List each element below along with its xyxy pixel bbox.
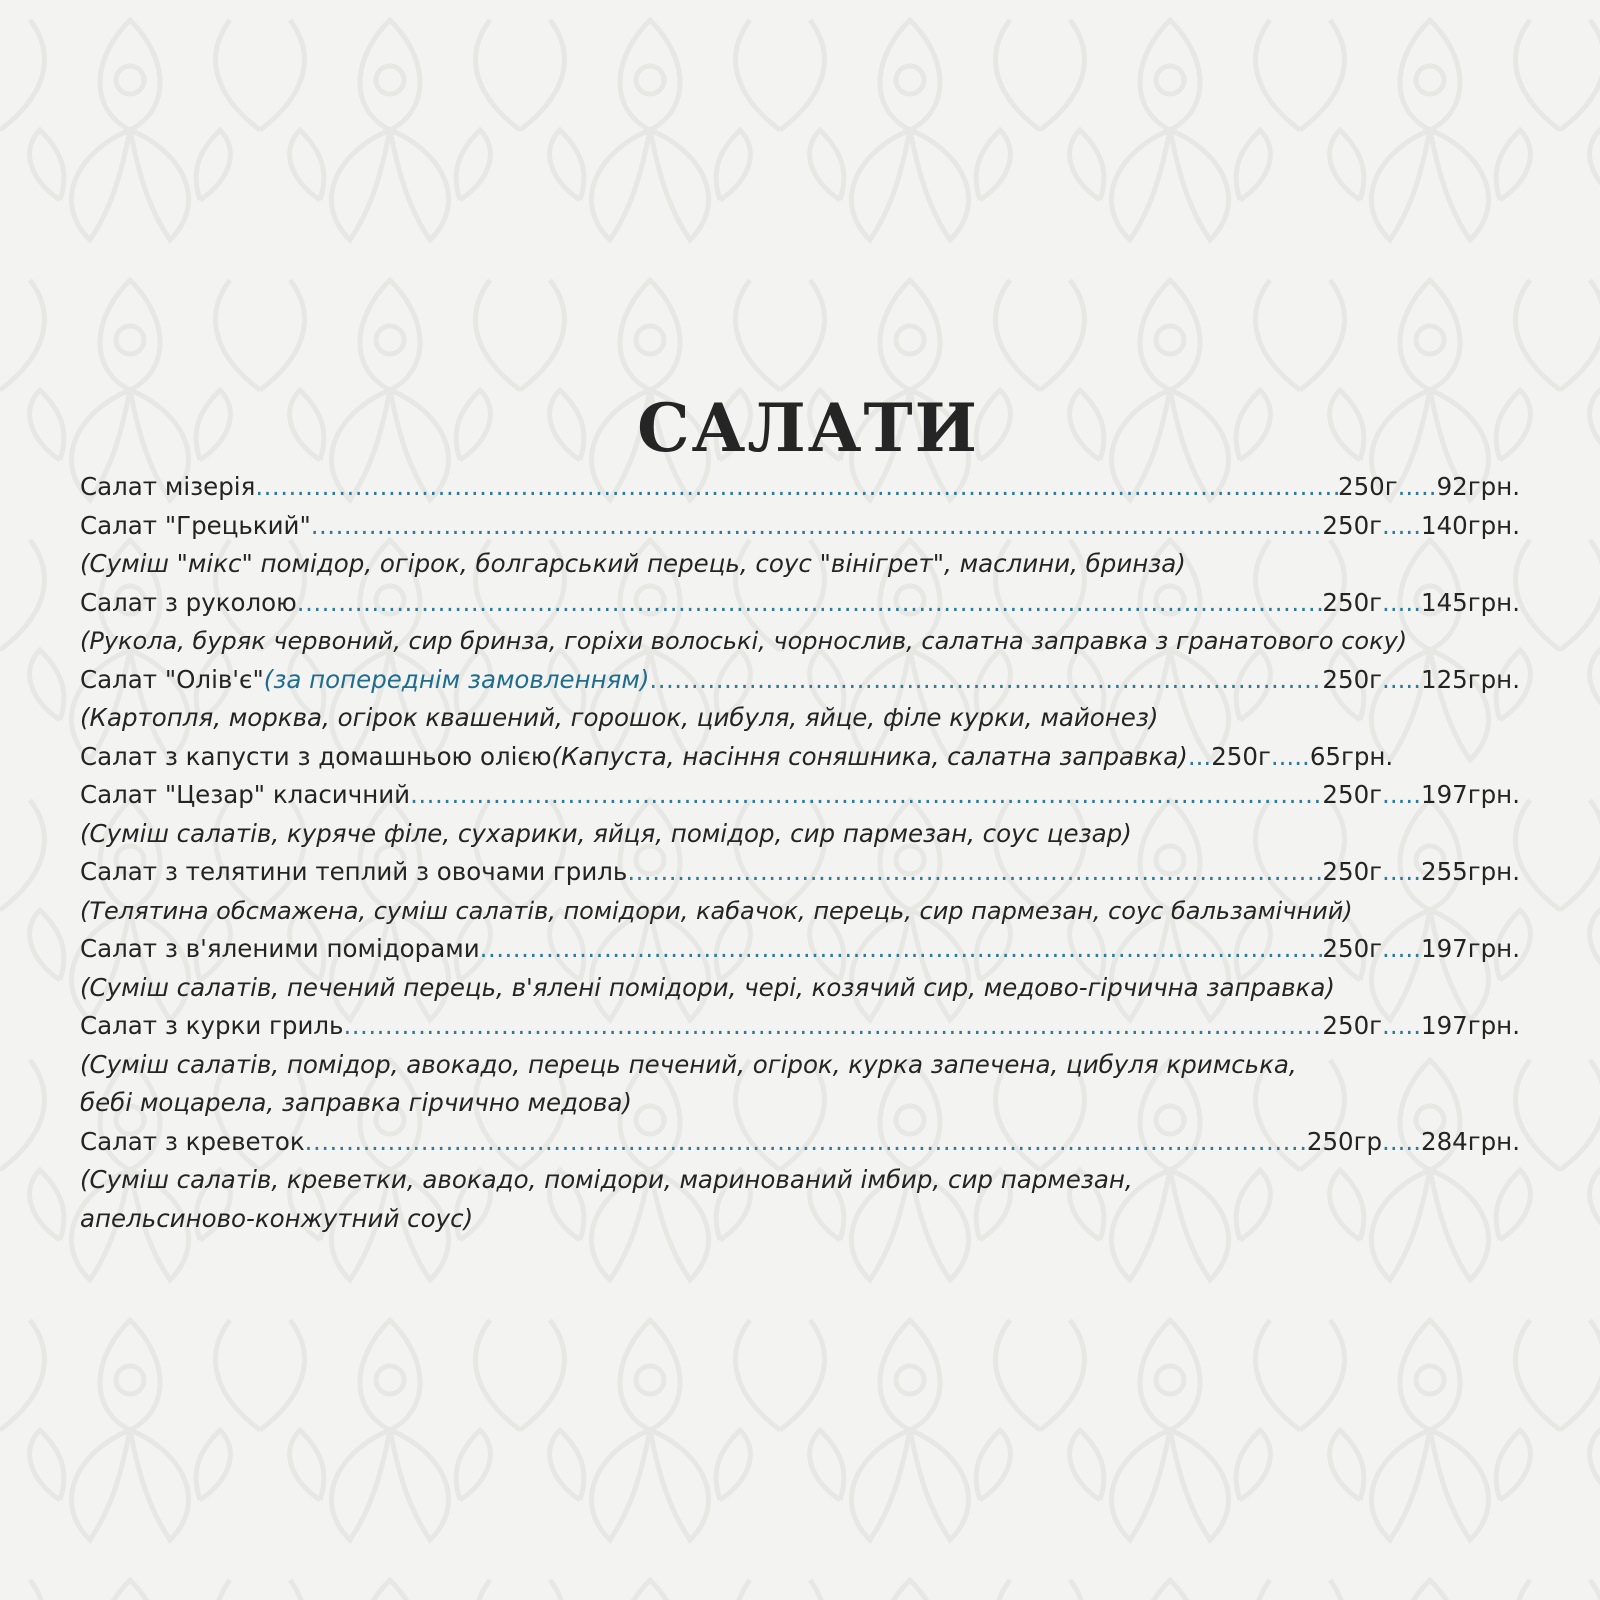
menu-item-price: 125грн. — [1421, 664, 1520, 694]
menu-item-weight: 250г — [1322, 664, 1383, 694]
menu-item-description: (Суміш салатів, креветки, авокадо, помідори, маринований імбир, сир пармезан, — [80, 1165, 1133, 1194]
menu-item-line — [80, 468, 1520, 507]
dot-leader — [255, 468, 1338, 507]
menu-item-name: Салат з курки гриль — [80, 1011, 344, 1040]
menu-item-line — [80, 1007, 1520, 1046]
dot-leader — [480, 930, 1323, 969]
dot-leader-short: ..... — [1382, 934, 1421, 963]
menu-item-description: (Суміш салатів, печений перець, в'ялені помідори, чері, козячий сир, медово-гірчична заправка) — [80, 972, 1335, 1002]
menu-item-line — [80, 507, 1520, 546]
menu-item-weight: 250г — [1211, 741, 1271, 771]
menu-item-weight: 250гр — [1306, 1126, 1383, 1156]
dot-leader — [305, 1123, 1307, 1162]
dot-leader-short: ..... — [1270, 741, 1310, 771]
menu-item-note: (за попереднім замовленням) — [263, 664, 650, 694]
dot-leader — [297, 584, 1323, 623]
menu-item-name: Салат мізерія — [80, 472, 256, 501]
menu-item-weight: 250г — [1322, 587, 1383, 617]
dot-leader-short: ..... — [1382, 780, 1421, 809]
menu-item-name: Салат з в'яленими помідорами — [80, 934, 480, 963]
menu-item-line — [80, 930, 1520, 969]
dot-leader — [343, 1007, 1322, 1046]
menu-item-weight: 250г — [1338, 472, 1398, 501]
menu-item-price: 284грн. — [1421, 1126, 1520, 1156]
menu-item-name: Салат з капусти з домашньою олією — [80, 741, 552, 771]
menu-item-description: апельсиново-конжутний соус) — [80, 1203, 474, 1233]
menu-item-name: Салат з телятини теплий з овочами гриль — [80, 857, 628, 886]
menu-item-name: Салат з руколою — [80, 587, 297, 617]
menu-item-weight: 250г — [1322, 1011, 1383, 1040]
dot-leader-short: ..... — [1382, 664, 1421, 694]
menu-item-description: (Картопля, морква, огірок квашений, горошок, цибуля, яйце, філе курки, майонез) — [80, 703, 1159, 732]
dot-leader — [410, 776, 1322, 815]
dot-leader-short: ... — [1187, 741, 1212, 771]
menu-item-name: Салат "Грецький" — [80, 510, 311, 540]
menu-item-price: 145грн. — [1421, 587, 1520, 617]
menu-item-description: (Суміш "мікс" помідор, огірок, болгарський перець, соус "вінігрет", маслини, бринза) — [80, 549, 1186, 578]
menu-item-name: Салат "Олів'є" — [80, 664, 264, 694]
menu-item-price: 140грн. — [1421, 510, 1520, 540]
menu-item-price: 197грн. — [1421, 934, 1520, 963]
dot-leader-short: ..... — [1382, 510, 1421, 540]
menu-item-line — [80, 853, 1520, 892]
menu-item-weight: 250г — [1322, 510, 1383, 540]
dot-leader — [627, 853, 1322, 892]
dot-leader-short: ..... — [1382, 857, 1421, 886]
menu-item-line — [80, 738, 1560, 777]
menu-item-inline-description: (Капуста, насіння соняшника, салатна заправка) — [551, 741, 1188, 771]
menu-item-description: (Суміш салатів, куряче філе, сухарики, яйця, помідор, сир пармезан, соус цезар) — [80, 818, 1132, 848]
menu-item-weight: 250г — [1322, 857, 1383, 886]
menu-item-name: Салат з креветок — [80, 1126, 305, 1156]
menu-item-description: бебі моцарела, заправка гірчично медова) — [80, 1088, 632, 1117]
menu-item-weight: 250г — [1322, 780, 1383, 809]
menu-item-price: 197грн. — [1421, 780, 1520, 809]
menu-item-line — [80, 776, 1520, 815]
page-title: САЛАТИ — [637, 389, 979, 467]
menu-item-line — [80, 1123, 1520, 1162]
menu-item-description: (Рукола, буряк червоний, сир бринза, горіхи волоські, чорнослив, салатна заправка з гранатового соку) — [80, 627, 1408, 655]
menu-item-price: 197грн. — [1421, 1011, 1520, 1040]
menu-item-name: Салат "Цезар" класичний — [80, 780, 411, 809]
dot-leader-short: ..... — [1382, 1011, 1421, 1040]
menu-item-line — [80, 661, 1520, 700]
menu-item-weight: 250г — [1322, 934, 1383, 963]
dot-leader-short: ..... — [1397, 472, 1437, 501]
menu-item-description: (Суміш салатів, помідор, авокадо, перець печений, огірок, курка запечена, цибуля кримська, — [80, 1049, 1297, 1079]
dot-leader-short: ..... — [1382, 1126, 1421, 1156]
menu-item-price: 255грн. — [1421, 857, 1520, 886]
menu-item-price: 65грн. — [1309, 741, 1394, 771]
menu-item-description: (Телятина обсмажена, суміш салатів, помідори, кабачок, перець, сир пармезан, соус бальзамічний) — [80, 896, 1353, 925]
dot-leader — [649, 661, 1322, 700]
menu-item-price: 92грн. — [1436, 472, 1520, 501]
dot-leader-short: ..... — [1382, 587, 1421, 617]
salads-menu — [80, 389, 1595, 1238]
dot-leader — [311, 507, 1323, 546]
menu-item-line — [80, 584, 1520, 623]
